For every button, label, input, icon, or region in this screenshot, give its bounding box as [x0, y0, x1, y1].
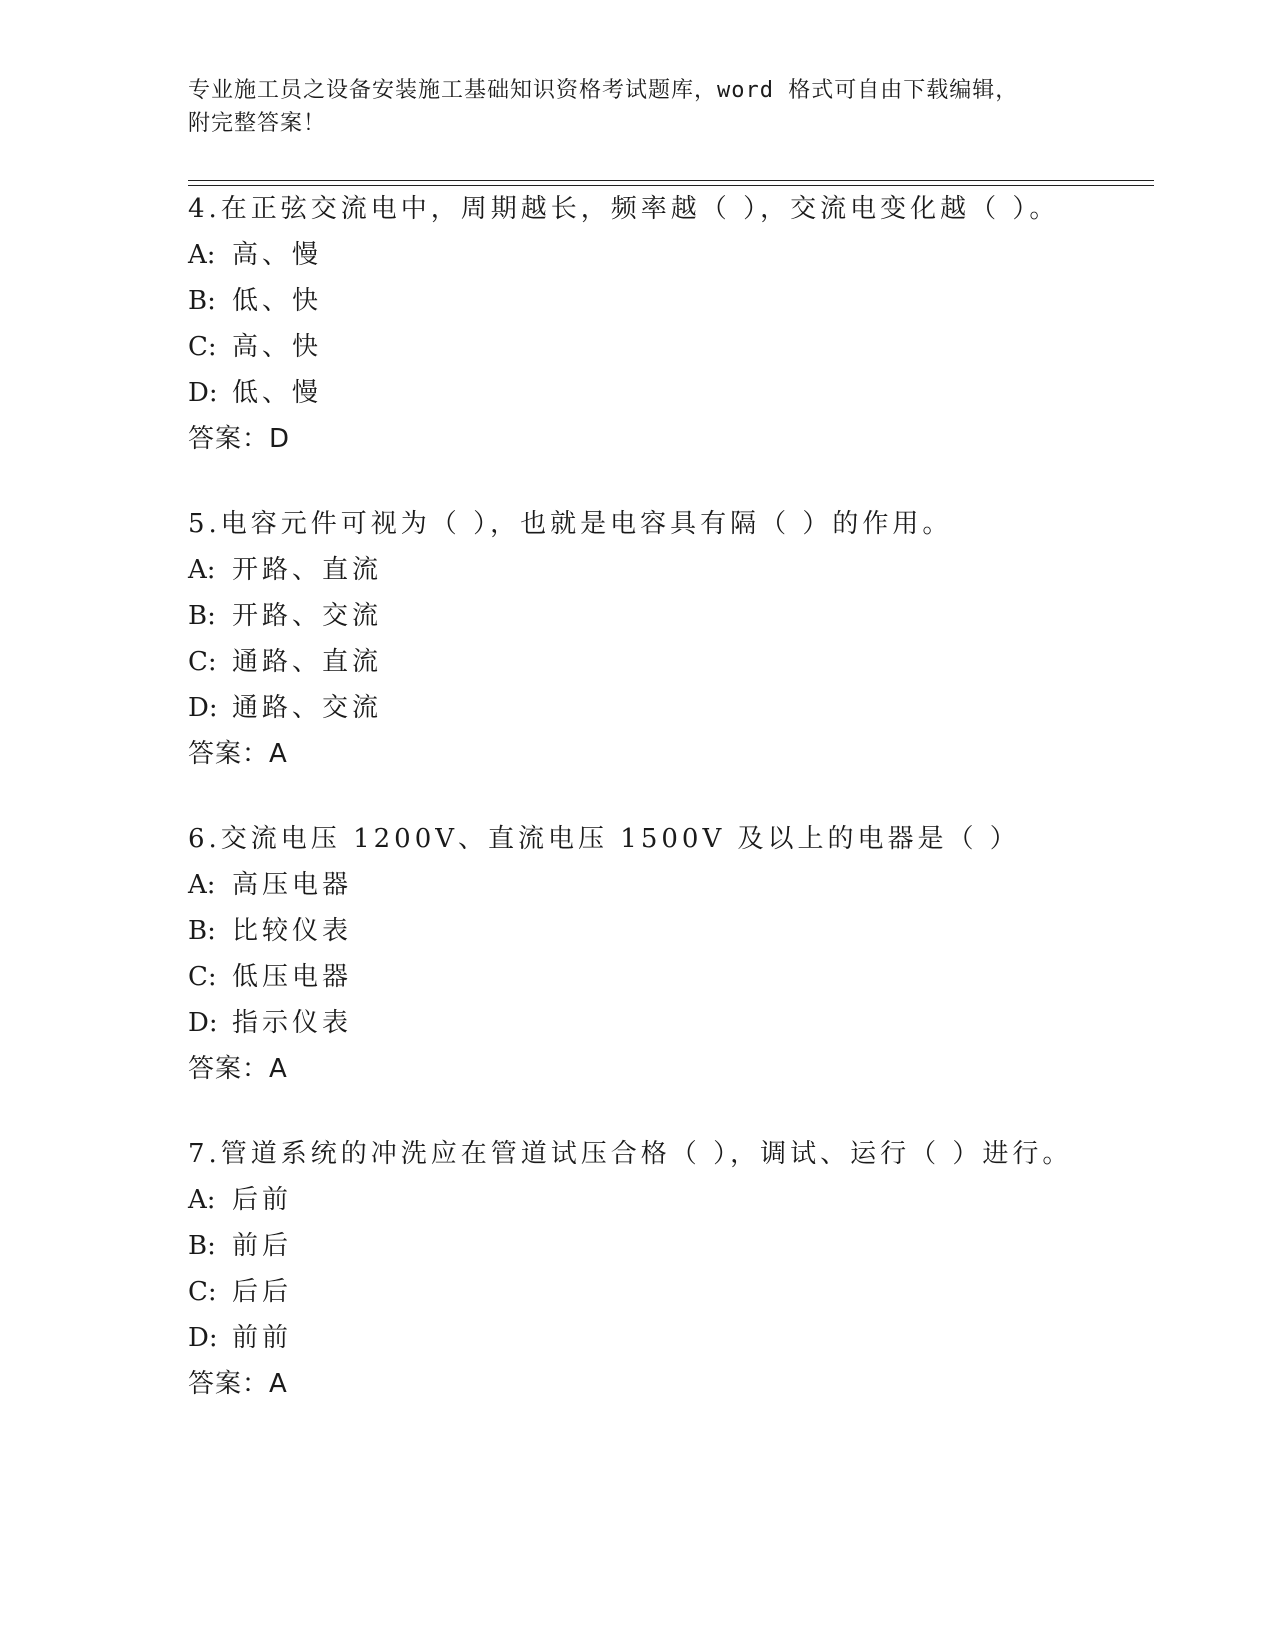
option-text: 前后 — [232, 1231, 293, 1261]
option-a — [188, 232, 1148, 278]
option-text: 低、快 — [232, 286, 323, 316]
option-text: 前前 — [232, 1323, 293, 1353]
option-letter: C: — [188, 332, 217, 362]
option-letter: D: — [188, 1008, 218, 1038]
option-letter: C: — [188, 1277, 217, 1307]
option-text: 低压电器 — [232, 962, 353, 992]
option-text: 开路、直流 — [232, 555, 383, 585]
option-letter: A: — [188, 1185, 216, 1215]
option-a — [188, 547, 1148, 593]
option-letter: D: — [188, 1323, 218, 1353]
option-letter: C: — [188, 647, 217, 677]
answer-line: 答案：A — [188, 1054, 288, 1084]
option-c — [188, 1269, 1148, 1315]
question-block — [188, 186, 1148, 462]
option-c — [188, 639, 1148, 685]
option-letter: B: — [188, 286, 216, 316]
question-stem: 7.管道系统的冲洗应在管道试压合格（ ），调试、运行（ ）进行。 — [188, 1139, 1073, 1169]
answer-line: 答案：A — [188, 739, 288, 769]
option-letter: A: — [188, 870, 216, 900]
option-a — [188, 1177, 1148, 1223]
option-letter: C: — [188, 962, 217, 992]
question-block — [188, 816, 1148, 1092]
answer-line: 答案：D — [188, 424, 291, 454]
option-letter: D: — [188, 378, 218, 408]
header-divider-top — [188, 180, 1154, 181]
option-text: 比较仪表 — [232, 916, 353, 946]
question-block — [188, 501, 1148, 777]
option-letter: B: — [188, 916, 216, 946]
header-line-2: 附完整答案！ — [188, 111, 327, 136]
option-letter: A: — [188, 240, 216, 270]
header-line-1: 专业施工员之设备安装施工基础知识资格考试题库，word 格式可自由下载编辑， — [188, 78, 1019, 103]
option-b — [188, 593, 1148, 639]
option-text: 高、慢 — [232, 240, 323, 270]
option-text: 低、慢 — [232, 378, 323, 408]
document-header — [188, 74, 1088, 140]
option-letter: B: — [188, 601, 216, 631]
option-letter: B: — [188, 1231, 216, 1261]
option-c — [188, 324, 1148, 370]
option-text: 通路、交流 — [232, 693, 383, 723]
option-d — [188, 1315, 1148, 1361]
option-b — [188, 908, 1148, 954]
option-text: 后前 — [232, 1185, 293, 1215]
answer-line: 答案：A — [188, 1369, 288, 1399]
question-stem: 4.在正弦交流电中，周期越长，频率越（ ），交流电变化越（ ）。 — [188, 194, 1060, 224]
option-text: 通路、直流 — [232, 647, 383, 677]
option-a — [188, 862, 1148, 908]
option-d — [188, 685, 1148, 731]
question-stem: 5.电容元件可视为（ ），也就是电容具有隔（ ）的作用。 — [188, 509, 953, 539]
option-letter: D: — [188, 693, 218, 723]
option-d — [188, 370, 1148, 416]
option-b — [188, 1223, 1148, 1269]
option-text: 后后 — [232, 1277, 293, 1307]
option-text: 指示仪表 — [232, 1008, 353, 1038]
option-letter: A: — [188, 555, 216, 585]
option-text: 开路、交流 — [232, 601, 383, 631]
question-block — [188, 1131, 1148, 1407]
option-c — [188, 954, 1148, 1000]
option-b — [188, 278, 1148, 324]
option-d — [188, 1000, 1148, 1046]
question-stem: 6.交流电压 1200V、直流电压 1500V 及以上的电器是（ ） — [188, 824, 1020, 854]
option-text: 高压电器 — [232, 870, 353, 900]
option-text: 高、快 — [232, 332, 323, 362]
